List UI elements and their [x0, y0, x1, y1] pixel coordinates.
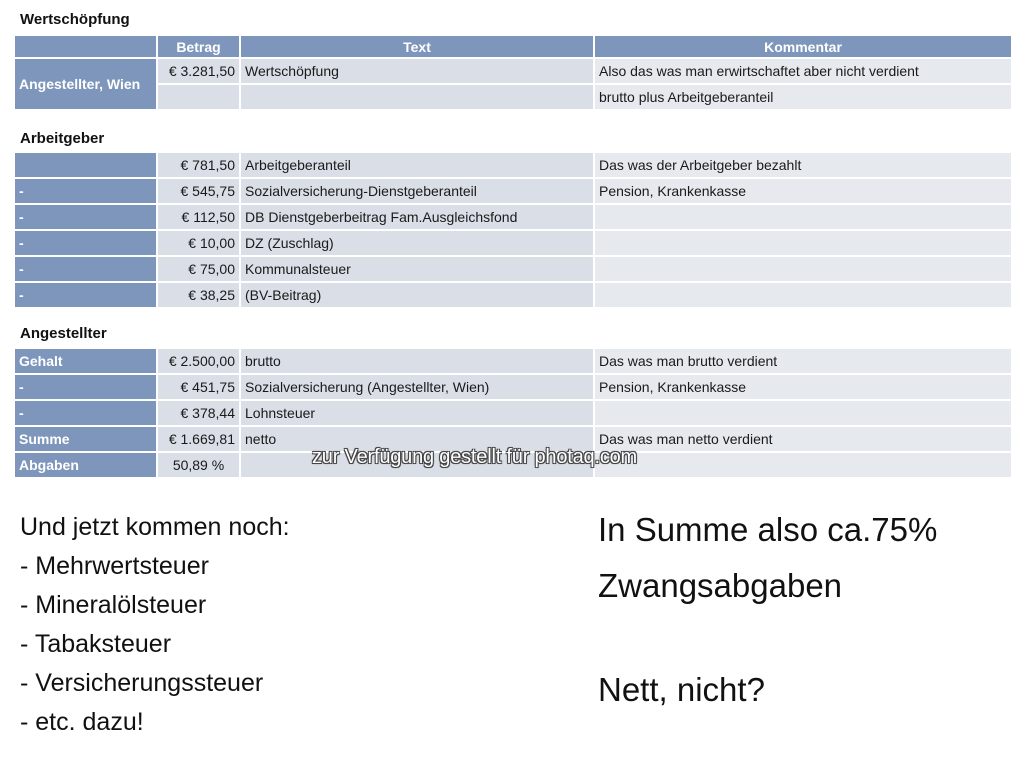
- row-label: [15, 153, 158, 179]
- row-betrag: € 781,50: [158, 153, 241, 179]
- row-label: -: [15, 179, 158, 205]
- row-betrag: 50,89 %: [158, 453, 241, 479]
- row-label: Abgaben: [15, 453, 158, 479]
- row-label: Angestellter, Wien: [15, 59, 158, 111]
- section-title-wertschoepfung: Wertschöpfung: [20, 11, 130, 28]
- row-label: Gehalt: [15, 349, 158, 375]
- row-text: Kommunalsteuer: [241, 257, 595, 283]
- row-betrag: € 451,75: [158, 375, 241, 401]
- list-item: - Versicherungssteuer: [20, 669, 264, 697]
- table-row: [15, 375, 1013, 401]
- header-text: Text: [241, 36, 595, 59]
- row-betrag: € 545,75: [158, 179, 241, 205]
- table-arbeitgeber: [15, 153, 1013, 309]
- row-text: netto: [241, 427, 595, 453]
- header-betrag: Betrag: [158, 36, 241, 59]
- table-row: [15, 283, 1013, 309]
- row-kommentar: brutto plus Arbeitgeberanteil: [595, 85, 1013, 111]
- summary-line-zwangsabgaben: Zwangsabgaben: [598, 567, 843, 604]
- row-betrag: € 2.500,00: [158, 349, 241, 375]
- summary-line-total: In Summe also ca.75%: [598, 511, 938, 548]
- row-betrag: € 112,50: [158, 205, 241, 231]
- list-item: - Tabaksteuer: [20, 630, 172, 658]
- table-wertschoepfung: [15, 36, 1013, 111]
- summary-line-nett: Nett, nicht?: [598, 671, 765, 708]
- row-kommentar: [595, 453, 1013, 479]
- row-text: DB Dienstgeberbeitrag Fam.Ausgleichsfond: [241, 205, 595, 231]
- row-text: Sozialversicherung (Angestellter, Wien): [241, 375, 595, 401]
- row-label: -: [15, 205, 158, 231]
- row-kommentar: Pension, Krankenkasse: [595, 179, 1013, 205]
- row-kommentar: [595, 205, 1013, 231]
- row-betrag: € 378,44: [158, 401, 241, 427]
- row-text: Sozialversicherung-Dienstgeberanteil: [241, 179, 595, 205]
- row-kommentar: Das was der Arbeitgeber bezahlt: [595, 153, 1013, 179]
- list-intro: Und jetzt kommen noch:: [20, 513, 290, 541]
- list-item: - Mehrwertsteuer: [20, 552, 209, 580]
- row-text: Lohnsteuer: [241, 401, 595, 427]
- row-betrag: [158, 85, 241, 111]
- row-label: -: [15, 257, 158, 283]
- table-row: [15, 205, 1013, 231]
- header-kommentar: Kommentar: [595, 36, 1013, 59]
- table-row: [15, 153, 1013, 179]
- summary-block: [598, 506, 1008, 714]
- row-kommentar: [595, 401, 1013, 427]
- row-text: Wertschöpfung: [241, 59, 595, 85]
- row-kommentar: Also das was man erwirtschaftet aber nicht verdient: [595, 59, 1013, 85]
- row-text: [241, 85, 595, 111]
- additional-taxes-list: [20, 508, 560, 742]
- row-text: (BV-Beitrag): [241, 283, 595, 309]
- table-row: [15, 85, 1013, 111]
- row-betrag: € 75,00: [158, 257, 241, 283]
- row-label: -: [15, 231, 158, 257]
- row-text: DZ (Zuschlag): [241, 231, 595, 257]
- row-label: -: [15, 375, 158, 401]
- table-header-row: [15, 36, 1013, 59]
- row-kommentar: [595, 283, 1013, 309]
- row-kommentar: [595, 231, 1013, 257]
- section-title-arbeitgeber: Arbeitgeber: [20, 130, 105, 147]
- row-betrag: € 10,00: [158, 231, 241, 257]
- section-title-angestellter: Angestellter: [20, 325, 107, 342]
- table-row: [15, 401, 1013, 427]
- row-kommentar: Das was man netto verdient: [595, 427, 1013, 453]
- row-betrag: € 3.281,50: [158, 59, 241, 85]
- row-betrag: € 1.669,81: [158, 427, 241, 453]
- row-label: Summe: [15, 427, 158, 453]
- table-row: [15, 179, 1013, 205]
- table-row: [15, 231, 1013, 257]
- row-kommentar: Das was man brutto verdient: [595, 349, 1013, 375]
- row-kommentar: Pension, Krankenkasse: [595, 375, 1013, 401]
- row-label: -: [15, 283, 158, 309]
- row-betrag: € 38,25: [158, 283, 241, 309]
- table-row: [15, 59, 1013, 85]
- row-text: brutto: [241, 349, 595, 375]
- list-item: - etc. dazu!: [20, 708, 144, 736]
- table-row: [15, 257, 1013, 283]
- row-label: -: [15, 401, 158, 427]
- row-kommentar: [595, 257, 1013, 283]
- row-text: Arbeitgeberanteil: [241, 153, 595, 179]
- header-empty: [15, 36, 158, 59]
- watermark-text: zur Verfügung gestellt für photaq.com: [312, 446, 638, 468]
- list-item: - Mineralölsteuer: [20, 591, 207, 619]
- table-row: [15, 349, 1013, 375]
